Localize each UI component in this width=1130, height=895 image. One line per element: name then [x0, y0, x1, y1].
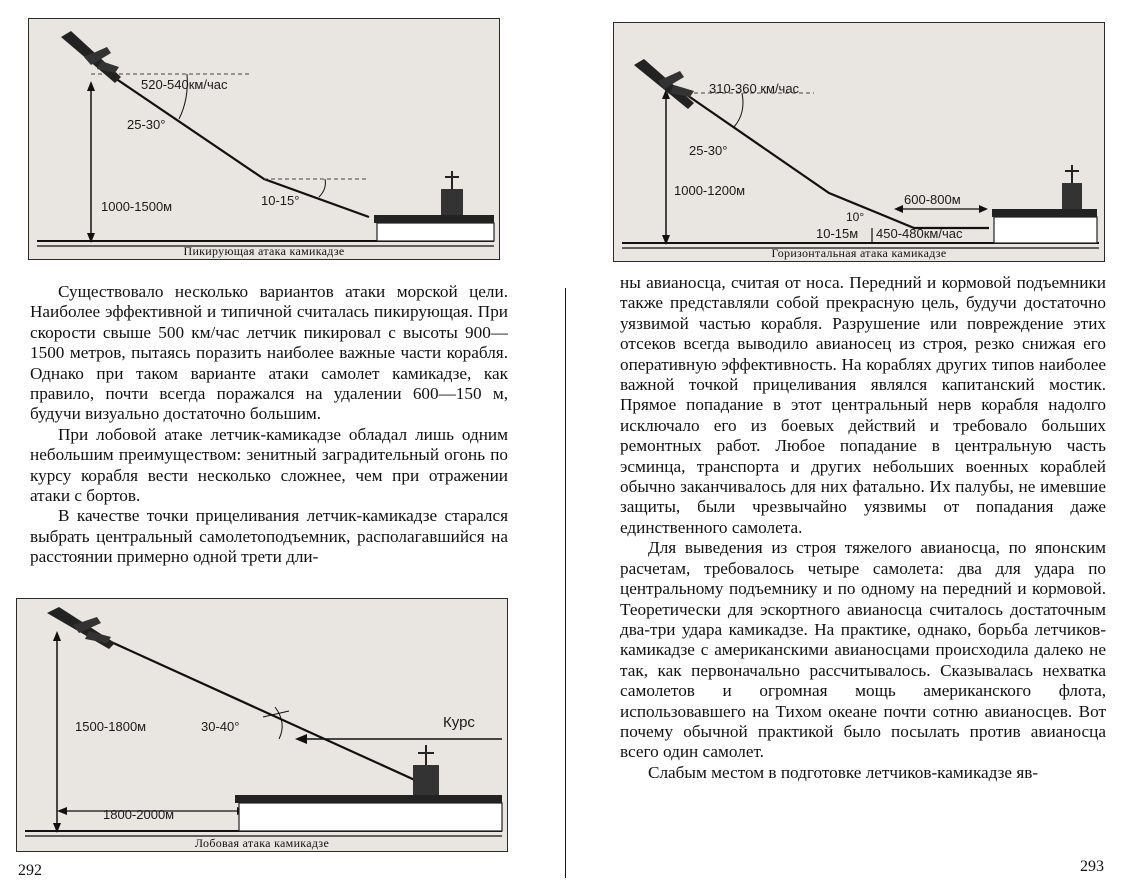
horizontal-angle-top-label: 25-30°: [689, 143, 728, 158]
horizontal-distance-label: 600-800м: [904, 192, 961, 207]
column-divider: [565, 288, 566, 878]
frontal-attack-diagram: [17, 599, 507, 851]
horizontal-speed-label: 310-360 км/час: [709, 81, 800, 96]
horizontal-attack-caption: Горизонтальная атака камикадзе: [771, 246, 947, 260]
left-paragraph-3: В качестве точки прицеливания летчик-камикадзе старался выбрать центральный самолетоподъемник, располагавшийся на расстоянии примерно одной трети дли-: [30, 506, 508, 567]
dive-attack-diagram: [29, 19, 499, 259]
horizontal-altitude-label: 1000-1200м: [674, 183, 746, 198]
left-column-text: [30, 282, 508, 568]
frontal-course-label: Курс: [443, 714, 475, 731]
left-paragraph-1: Существовало несколько вариантов атаки морской цели. Наиболее эффективной и типичной считалась пикирующая. При скорости свыше 500 км/час летчик пикировал с высоты 900—1500 метров, пытаясь поразить наиболее важные части корабля. Однако при таком варианте атаки самолет камикадзе, как правило, почти всегда поражался на удалении 600—150 м, будучи визуально достаточно большим.: [30, 282, 508, 424]
frontal-angle-label: 30-40°: [201, 719, 240, 734]
horizontal-low-speed-label: 450-480км/час: [876, 226, 963, 241]
dive-attack-caption: Пикирующая атака камикадзе: [183, 244, 345, 258]
horizontal-angle-low-label: 10°: [846, 210, 865, 224]
horizontal-low-altitude-label: 10-15м: [816, 226, 859, 241]
dive-angle-top-label: 25-30°: [127, 117, 166, 132]
left-paragraph-2: При лобовой атаке летчик-камикадзе обладал лишь одним небольшим преимуществом: зенитный заградительный огонь по курсу корабля вести несколько сложнее, чем при отражении атаки с бортов.: [30, 424, 508, 506]
figure-frontal-attack: [16, 598, 508, 852]
page-number-left: 292: [18, 862, 42, 879]
dive-speed-label: 520-540км/час: [141, 77, 228, 92]
frontal-altitude-label: 1500-1800м: [75, 719, 147, 734]
dive-altitude-label: 1000-1500м: [101, 199, 173, 214]
aircraft-carrier-icon: [374, 171, 494, 241]
frontal-attack-caption: Лобовая атака камикадзе: [194, 836, 330, 850]
frontal-distance-label: 1800-2000м: [103, 807, 175, 822]
figure-horizontal-attack: [613, 22, 1105, 262]
aircraft-carrier-icon: [992, 165, 1097, 243]
right-paragraph-3: Слабым местом в подготовке летчиков-камикадзе яв-: [648, 762, 1039, 782]
figure-dive-attack: [28, 18, 500, 260]
right-paragraph-2: Для выведения из строя тяжелого авианосца, по японским расчетам, требовалось четыре самолета: два для удара по центральному подъемнику и по одному на передний и кормовой. Теоретически для эскортного авианосца считалось достаточным два-три удара камикадзе. На практике, однако, борьба летчиков-камикадзе с американскими авианосцами происходила далеко не так, как первоначально рассчитывалось. Сказывалась нехватка самолетов и огромная мощь американского флота, использовавшего на Тихом океане почти сотню авианосцев. Вот почему обычной практикой было посылать против авианосца всего один самолет.: [620, 538, 1106, 762]
right-paragraph-1: ны авианосца, считая от носа. Передний и кормовой подъемники также представляли собой прекрасную цель, будучи достаточно уязвимой частью корабля. Разрушение или повреждение этих отсеков всегда выводило авианосец из строя, резко снижая его оперативную эффективность. На кораблях других типов наиболее важной точкой прицеливания являлся капитанский мостик. Прямое попадание в этот центральный нерв корабля надолго исключало его из боевых действий и требовало больших ремонтных работ. Любое попадание в центральную часть эсминца, транспорта и других небольших военных кораблей обычно заканчивалось для них фатально. Их палубы, не имевшие защиты, были чрезвычайно уязвимы от попадания даже единственного самолета.: [620, 273, 1106, 537]
horizontal-attack-diagram: [614, 23, 1104, 261]
kamikaze-plane-icon: [61, 31, 121, 83]
page-number-right: 293: [1080, 858, 1104, 875]
dive-angle-low-label: 10-15°: [261, 193, 300, 208]
right-column-text: [620, 273, 1106, 783]
kamikaze-plane-icon: [634, 59, 694, 109]
